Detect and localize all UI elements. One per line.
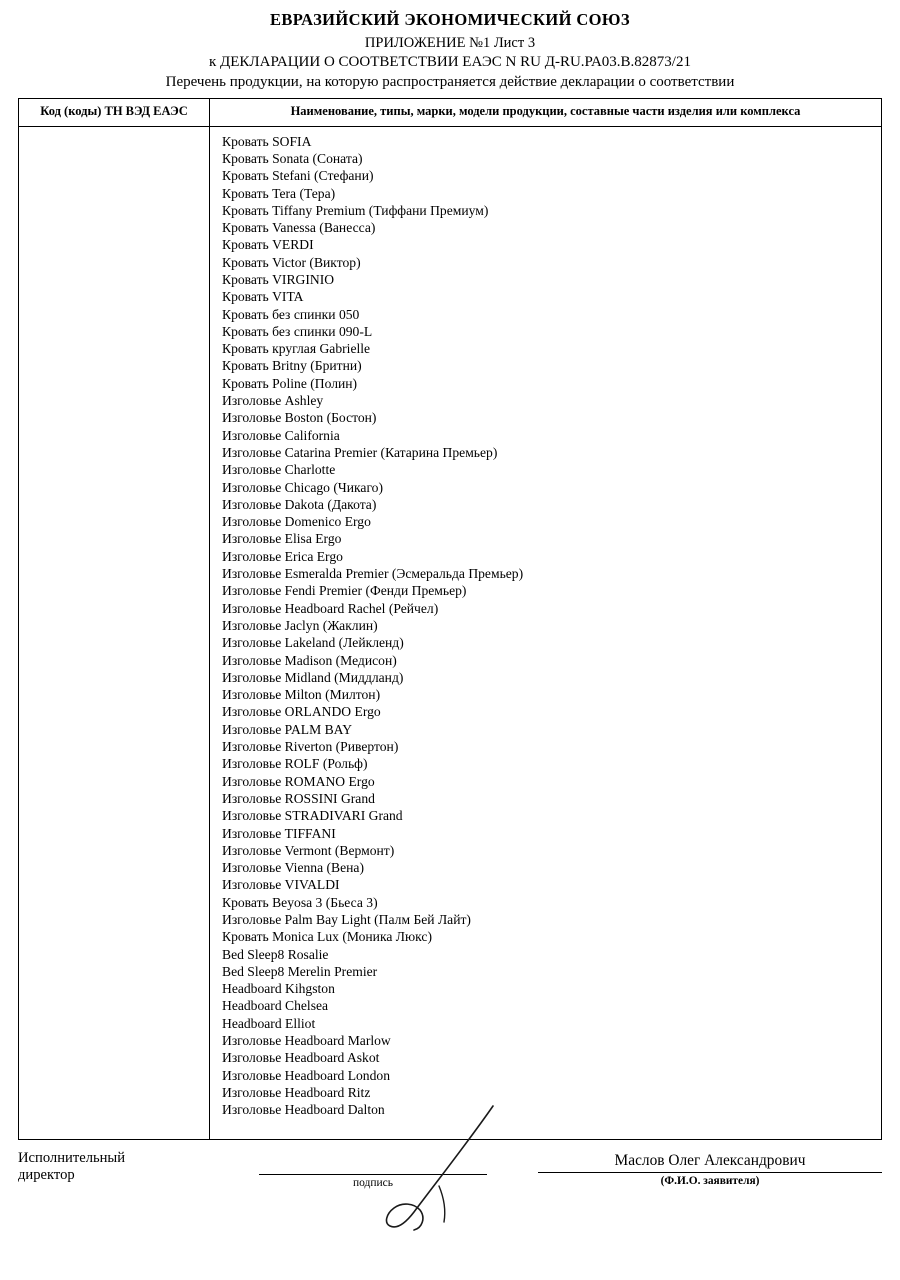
- signature-caption: подпись: [352, 1176, 394, 1189]
- page-title: ЕВРАЗИЙСКИЙ ЭКОНОМИЧЕСКИЙ СОЮЗ: [269, 10, 630, 29]
- signature-line: [259, 1174, 487, 1175]
- list-item: Bed Sleep8 Merelin Premier: [222, 963, 378, 979]
- list-item: Изголовье Catarina Premier (Катарина Премьер): [222, 444, 498, 460]
- cell-product-list: [210, 126, 882, 1139]
- list-item: Изголовье ROLF (Рольф): [222, 756, 368, 772]
- signer-position: [18, 1150, 208, 1186]
- document-footer: [18, 1140, 882, 1230]
- document-header: [18, 10, 882, 91]
- list-item: Изголовье Headboard Dalton: [222, 1102, 385, 1118]
- signer-position-line2: директор: [18, 1167, 75, 1184]
- list-item: Кровать Sonata (Соната): [222, 150, 363, 166]
- list-item: Кровать Stefani (Стефани): [222, 168, 374, 184]
- list-item: Изголовье PALM BAY: [222, 721, 353, 737]
- list-item: Изголовье ROSSINI Grand: [222, 790, 375, 806]
- list-item: Изголовье Domenico Ergo: [222, 514, 371, 530]
- list-item: Изголовье Headboard Rachel (Рейчел): [222, 600, 439, 616]
- list-item: Кровать Victor (Виктор): [222, 254, 361, 270]
- list-item: Изголовье Ashley: [222, 393, 324, 409]
- list-item: Изголовье Dakota (Дакота): [222, 496, 377, 512]
- list-item: Изголовье Midland (Миддланд): [222, 669, 404, 685]
- list-item: Изголовье Palm Bay Light (Палм Бей Лайт): [222, 911, 471, 927]
- list-item: Изголовье Elisa Ergo: [222, 531, 342, 547]
- list-item: Bed Sleep8 Rosalie: [222, 946, 329, 962]
- list-item: Изголовье Riverton (Ривертон): [222, 739, 399, 755]
- list-item: Изголовье Madison (Медисон): [222, 652, 397, 668]
- list-item: Headboard Elliot: [222, 1015, 316, 1031]
- column-header-name: Наименование, типы, марки, модели продукции, составные части изделия или комплекса: [210, 99, 882, 127]
- product-table: [18, 98, 882, 1140]
- list-item: Headboard Chelsea: [222, 998, 329, 1014]
- applicant-line: [538, 1172, 882, 1173]
- list-item: Изголовье Lakeland (Лейкленд): [222, 635, 404, 651]
- list-item: Кровать без спинки 050: [222, 306, 360, 322]
- list-item: Изголовье Jaclyn (Жаклин): [222, 617, 378, 633]
- signer-position-line1: Исполнительный: [18, 1149, 126, 1166]
- list-item: Изголовье Headboard Marlow: [222, 1033, 391, 1049]
- applicant-block: [538, 1150, 882, 1187]
- list-item: Изголовье ORLANDO Ergo: [222, 704, 381, 720]
- applicant-caption: (Ф.И.О. заявителя): [660, 1174, 760, 1187]
- list-item: Изголовье Chicago (Чикаго): [222, 479, 384, 495]
- list-item: Изголовье ROMANO Ergo: [222, 773, 375, 789]
- cell-code-value: [19, 126, 210, 1139]
- list-item: Кровать Vanessa (Ванесса): [222, 220, 376, 236]
- list-item: Кровать Britny (Бритни): [222, 358, 362, 374]
- list-item: Изголовье Headboard Askot: [222, 1050, 380, 1066]
- list-item: Изголовье Charlotte: [222, 462, 336, 478]
- list-item: Изголовье TIFFANI: [222, 825, 336, 841]
- list-item: Изголовье Fendi Premier (Фенди Премьер): [222, 583, 467, 599]
- list-item: Кровать VERDI: [222, 237, 314, 253]
- list-item: Кровать Tiffany Premium (Тиффани Премиум): [222, 202, 489, 218]
- appendix-label: ПРИЛОЖЕНИЕ №1 Лист 3: [364, 35, 536, 51]
- list-item: Изголовье Headboard Ritz: [222, 1084, 371, 1100]
- list-item: Кровать круглая Gabrielle: [222, 341, 371, 357]
- list-item: Изголовье Boston (Бостон): [222, 410, 377, 426]
- table-row: [19, 126, 882, 1139]
- column-header-code: Код (коды) ТН ВЭД ЕАЭС: [19, 99, 210, 127]
- list-item: Изголовье Vienna (Вена): [222, 860, 364, 876]
- list-item: Headboard Kihgston: [222, 981, 335, 997]
- list-item: Изголовье Esmeralda Premier (Эсмеральда Премьер): [222, 566, 524, 582]
- table-header-row: [19, 99, 882, 127]
- document-description: Перечень продукции, на которую распространяется действие декларации о соответствии: [165, 74, 735, 90]
- list-item: Изголовье STRADIVARI Grand: [222, 808, 403, 824]
- list-item: Кровать Tera (Тера): [222, 185, 336, 201]
- list-item: Кровать без спинки 090-L: [222, 323, 373, 339]
- signature-block: [208, 1150, 538, 1189]
- list-item: Изголовье California: [222, 427, 340, 443]
- list-item: Изголовье VIVALDI: [222, 877, 340, 893]
- product-list: [222, 133, 881, 1119]
- list-item: Кровать Poline (Полин): [222, 375, 358, 391]
- list-item: Изголовье Headboard London: [222, 1067, 390, 1083]
- list-item: Изголовье Milton (Милтон): [222, 687, 381, 703]
- list-item: Кровать VITA: [222, 289, 304, 305]
- list-item: Кровать Beyosa 3 (Бьеса 3): [222, 894, 378, 910]
- list-item: Изголовье Vermont (Вермонт): [222, 842, 395, 858]
- list-item: Изголовье Erica Ergo: [222, 548, 343, 564]
- list-item: Кровать Monica Lux (Моника Люкс): [222, 929, 432, 945]
- applicant-name: Маслов Олег Александрович: [614, 1151, 806, 1169]
- declaration-reference: к ДЕКЛАРАЦИИ О СООТВЕТСТВИИ ЕАЭС N RU Д-RU.РА03.В.82873/21: [209, 54, 691, 70]
- list-item: Кровать VIRGINIO: [222, 272, 335, 287]
- list-item: Кровать SOFIA: [222, 133, 312, 149]
